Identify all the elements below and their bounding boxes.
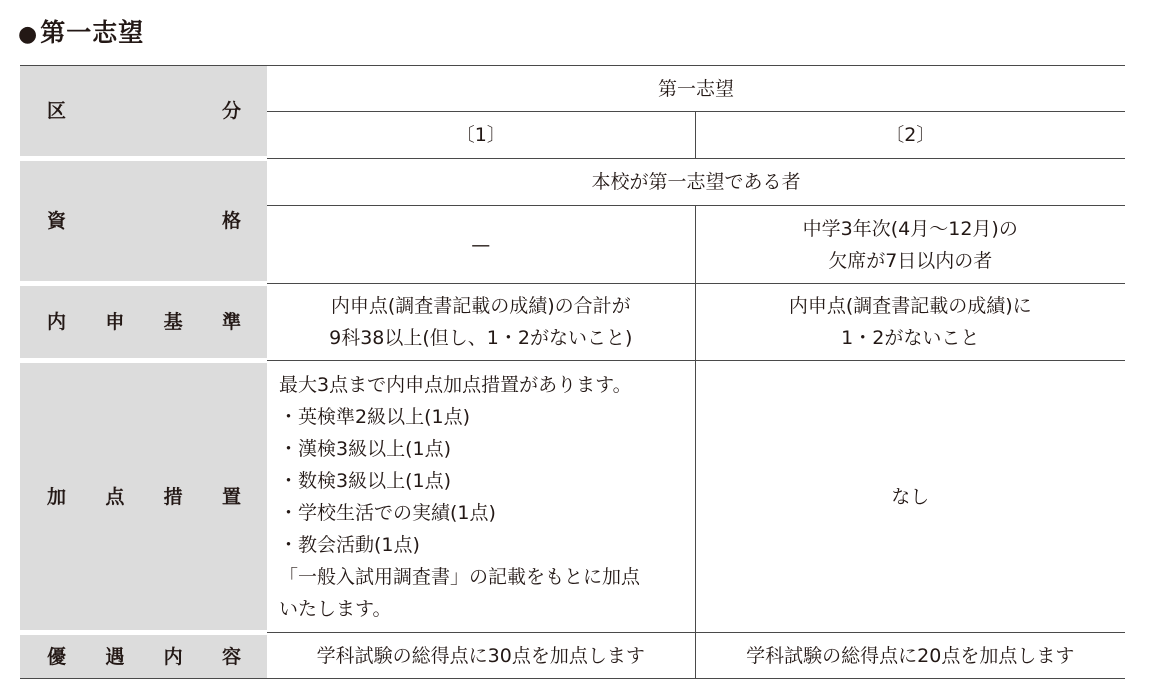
list-item: ・学校生活での実績(1点) — [279, 501, 496, 524]
label-char: 基 — [163, 311, 183, 333]
bonus-col1 — [267, 361, 695, 633]
qualification-col2 — [695, 206, 1125, 284]
header-group-title: 第一志望 — [267, 66, 1125, 112]
label-char: 申 — [105, 311, 125, 333]
preferential-row — [20, 633, 1125, 679]
bonus-row — [20, 361, 1125, 633]
header-col2: 〔2〕 — [695, 112, 1125, 159]
text-line: 「一般入試用調査書」の記載をもとに加点 — [279, 565, 641, 588]
internal-standard-row — [20, 284, 1125, 361]
header-row-group — [20, 66, 1125, 112]
qualification-common: 本校が第一志望である者 — [267, 159, 1125, 206]
list-item: ・教会活動(1点) — [279, 533, 420, 556]
text-line: 内申点(調査書記載の成績)の合計が — [330, 295, 631, 317]
label-char: 準 — [221, 311, 241, 333]
label-char: 格 — [221, 210, 241, 232]
label-char: 点 — [105, 485, 125, 508]
internal-standard-col2 — [695, 284, 1125, 361]
label-char: 内 — [47, 311, 67, 333]
label-char: 措 — [163, 485, 183, 508]
label-char: 遇 — [105, 645, 125, 668]
list-item: ・英検準2級以上(1点) — [279, 405, 471, 428]
preferential-col2: 学科試験の総得点に20点を加点します — [695, 633, 1125, 679]
preferential-col1: 学科試験の総得点に30点を加点します — [267, 633, 695, 679]
label-internal-standard — [20, 284, 267, 361]
list-item: ・漢検3級以上(1点) — [279, 437, 452, 460]
label-qualification — [20, 159, 267, 284]
internal-standard-col1 — [267, 284, 695, 361]
label-char: 容 — [221, 645, 241, 668]
list-item: ・数検3級以上(1点) — [279, 469, 452, 492]
text-line: 内申点(調査書記載の成績)に — [788, 295, 1032, 317]
label-category — [20, 66, 267, 159]
text-line: 中学3年次(4月〜12月)の — [802, 217, 1018, 240]
qualification-row-common — [20, 159, 1125, 206]
bonus-col2: なし — [695, 361, 1125, 633]
label-char: 区 — [47, 100, 67, 122]
label-char: 加 — [47, 485, 67, 508]
text-line: 欠席が7日以内の者 — [828, 249, 993, 272]
label-char: 内 — [163, 645, 183, 668]
bullet-icon: ● — [18, 22, 39, 47]
text-line: 9科38以上(但し、1・2がないこと) — [329, 327, 633, 349]
label-char: 置 — [221, 485, 241, 508]
requirements-table — [20, 65, 1125, 679]
header-col1: 〔1〕 — [267, 112, 695, 159]
label-preferential — [20, 633, 267, 679]
qualification-col1: — — [267, 206, 695, 284]
label-char: 資 — [47, 210, 67, 232]
label-bonus — [20, 361, 267, 633]
heading-title: 第一志望 — [40, 18, 145, 47]
text-line: いたします。 — [279, 597, 392, 620]
label-char: 分 — [221, 100, 241, 122]
text-line: 最大3点まで内申点加点措置があります。 — [279, 373, 632, 396]
page-heading — [18, 16, 144, 52]
label-char: 優 — [47, 645, 67, 668]
text-line: 1・2がないこと — [841, 327, 980, 349]
